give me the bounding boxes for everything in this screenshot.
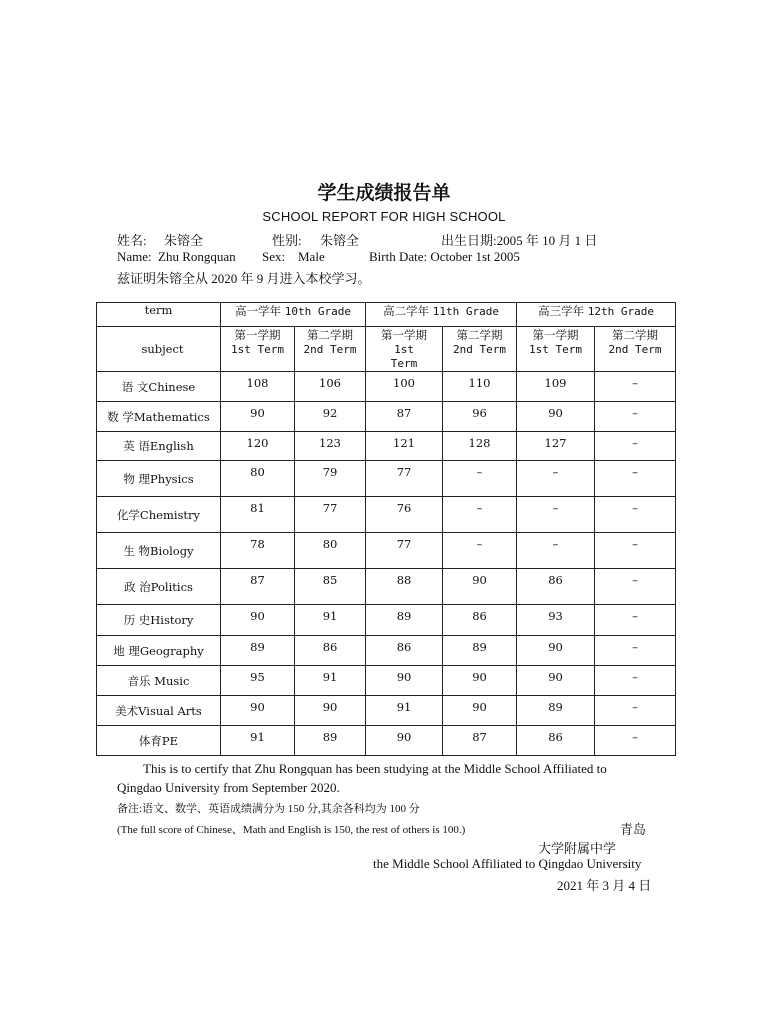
score-cell: 89: [366, 605, 443, 636]
birth-date-cn: 出生日期:2005 年 10 月 1 日: [441, 233, 598, 248]
score-cell: 90: [221, 605, 295, 636]
score-cell: 93: [517, 605, 595, 636]
term-header-row: [97, 327, 676, 372]
table-row: [97, 461, 676, 497]
score-cell: 86: [517, 569, 595, 605]
score-cell: 127: [517, 432, 595, 461]
term-header: 第二学期 2nd Term: [295, 327, 366, 372]
table-row: [97, 497, 676, 533]
score-cell: 90: [517, 402, 595, 432]
score-cell: 108: [221, 372, 295, 402]
score-cell: 80: [221, 461, 295, 497]
score-cell: –: [595, 461, 676, 497]
score-cell: –: [595, 432, 676, 461]
score-cell: –: [595, 402, 676, 432]
score-cell: 121: [366, 432, 443, 461]
score-cell: 91: [221, 726, 295, 756]
subject-cell: 物 理Physics: [97, 461, 221, 497]
score-cell: 86: [517, 726, 595, 756]
score-cell: 90: [443, 666, 517, 696]
table-row: [97, 726, 676, 756]
score-cell: 123: [295, 432, 366, 461]
certify-en-line1: This is to certify that Zhu Rongquan has been studying at the Middle School Affiliated to: [143, 761, 607, 776]
note-en: (The full score of Chinese、Math and English is 150, the rest of others is 100.): [117, 824, 466, 836]
score-cell: –: [595, 569, 676, 605]
score-cell: –: [517, 497, 595, 533]
school-name-en: the Middle School Affiliated to Qingdao University: [373, 856, 642, 871]
score-cell: 90: [221, 402, 295, 432]
name-en-label: Name:: [117, 249, 152, 264]
table-row: [97, 605, 676, 636]
subject-cell: 历 史History: [97, 605, 221, 636]
score-cell: 81: [221, 497, 295, 533]
grade-header-12: 高三学年 12th Grade: [517, 303, 676, 327]
name-cn-label: 姓名:: [117, 233, 147, 248]
score-cell: 91: [295, 605, 366, 636]
note-cn: 备注:语文、数学、英语成绩满分为 150 分,其余各科均为 100 分: [117, 803, 420, 815]
score-cell: 77: [366, 533, 443, 569]
score-cell: –: [595, 605, 676, 636]
score-cell: 87: [443, 726, 517, 756]
score-cell: 90: [366, 726, 443, 756]
table-row: [97, 696, 676, 726]
term-header: 第一学期 1st Term: [517, 327, 595, 372]
score-cell: –: [595, 666, 676, 696]
score-cell: 92: [295, 402, 366, 432]
issue-date: 2021 年 3 月 4 日: [557, 878, 652, 893]
term-header: 第二学期 2nd Term: [443, 327, 517, 372]
term-header: 第二学期 2nd Term: [595, 327, 676, 372]
score-cell: 86: [366, 636, 443, 666]
score-cell: 91: [295, 666, 366, 696]
page-title: 学生成绩报告单: [317, 182, 451, 204]
name-en-value: Zhu Rongquan: [158, 249, 236, 264]
page-subtitle: SCHOOL REPORT FOR HIGH SCHOOL: [262, 209, 506, 224]
score-cell: –: [443, 461, 517, 497]
table-row: [97, 372, 676, 402]
subject-cell: 数 学Mathematics: [97, 402, 221, 432]
subject-cell: 生 物Biology: [97, 533, 221, 569]
subject-cell: 地 理Geography: [97, 636, 221, 666]
score-cell: 128: [443, 432, 517, 461]
school-name-cn-2: 大学附属中学: [538, 841, 617, 856]
score-cell: 80: [295, 533, 366, 569]
score-cell: –: [443, 533, 517, 569]
score-cell: 90: [443, 569, 517, 605]
subject-cell: 语 文Chinese: [97, 372, 221, 402]
enrollment-statement-cn: 兹证明朱镕全从 2020 年 9 月进入本校学习。: [117, 271, 371, 286]
score-cell: 91: [366, 696, 443, 726]
grade-header-11: 高二学年 11th Grade: [366, 303, 517, 327]
table-row: [97, 666, 676, 696]
score-cell: –: [517, 461, 595, 497]
grade-header-row: [97, 303, 676, 327]
table-row: [97, 636, 676, 666]
score-cell: 89: [443, 636, 517, 666]
score-cell: 106: [295, 372, 366, 402]
score-cell: 89: [295, 726, 366, 756]
score-cell: 79: [295, 461, 366, 497]
subject-cell: 体育PE: [97, 726, 221, 756]
score-cell: 87: [221, 569, 295, 605]
score-cell: 86: [295, 636, 366, 666]
score-cell: 76: [366, 497, 443, 533]
subject-cell: 美术Visual Arts: [97, 696, 221, 726]
score-cell: 87: [366, 402, 443, 432]
score-cell: –: [595, 497, 676, 533]
score-cell: –: [595, 533, 676, 569]
score-cell: 85: [295, 569, 366, 605]
score-cell: 96: [443, 402, 517, 432]
term-header: 第一学期 1st Term: [221, 327, 295, 372]
certify-en-line2: Qingdao University from September 2020.: [117, 780, 340, 795]
score-cell: –: [517, 533, 595, 569]
score-cell: 100: [366, 372, 443, 402]
score-cell: 77: [295, 497, 366, 533]
table-row: [97, 533, 676, 569]
score-cell: 120: [221, 432, 295, 461]
score-cell: 90: [443, 696, 517, 726]
score-cell: 90: [517, 666, 595, 696]
score-cell: –: [595, 636, 676, 666]
sex-cn-value: 朱镕全: [320, 233, 360, 248]
subject-cell: 化学Chemistry: [97, 497, 221, 533]
sex-en-value: Male: [298, 249, 325, 264]
corner-subject-label: subject: [97, 327, 221, 372]
grade-header-10: 高一学年 10th Grade: [221, 303, 366, 327]
score-cell: 77: [366, 461, 443, 497]
name-cn-value: 朱镕全: [164, 233, 204, 248]
score-cell: –: [443, 497, 517, 533]
score-cell: 89: [517, 696, 595, 726]
sex-en-label: Sex:: [262, 249, 286, 264]
score-cell: 110: [443, 372, 517, 402]
term-header: 第一学期 1st Term: [366, 327, 443, 372]
score-cell: 88: [366, 569, 443, 605]
birth-date-en: Birth Date: October 1st 2005: [369, 249, 520, 264]
score-cell: 86: [443, 605, 517, 636]
score-cell: 95: [221, 666, 295, 696]
score-cell: 90: [221, 696, 295, 726]
score-cell: 89: [221, 636, 295, 666]
score-cell: –: [595, 726, 676, 756]
table-row: [97, 432, 676, 461]
score-cell: 78: [221, 533, 295, 569]
sex-cn-label: 性别:: [272, 233, 302, 248]
grades-table: [96, 302, 676, 756]
table-row: [97, 402, 676, 432]
score-cell: –: [595, 696, 676, 726]
corner-term-label: term: [97, 303, 221, 327]
subject-cell: 英 语English: [97, 432, 221, 461]
table-row: [97, 569, 676, 605]
score-cell: 90: [517, 636, 595, 666]
score-cell: –: [595, 372, 676, 402]
school-name-cn-1: 青岛: [620, 822, 647, 837]
score-cell: 90: [366, 666, 443, 696]
subject-cell: 音乐 Music: [97, 666, 221, 696]
score-cell: 109: [517, 372, 595, 402]
score-cell: 90: [295, 696, 366, 726]
subject-cell: 政 治Politics: [97, 569, 221, 605]
